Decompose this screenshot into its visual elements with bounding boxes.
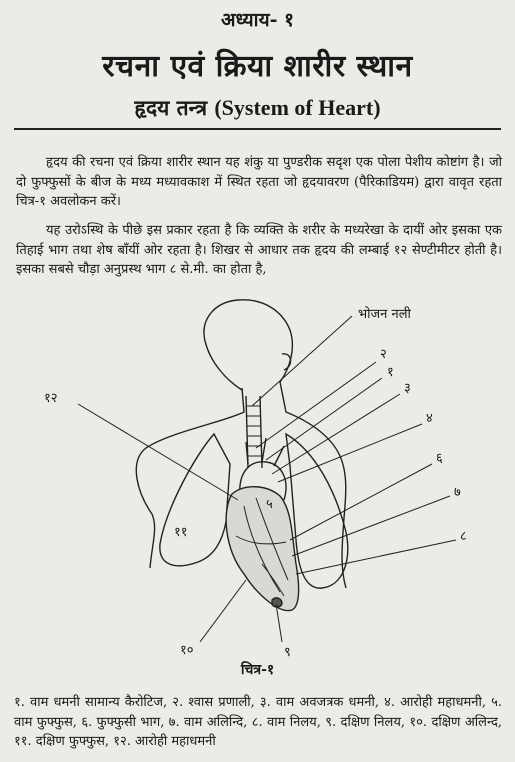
trachea	[246, 396, 262, 468]
trachea-rings	[246, 406, 262, 456]
label-8: ८	[460, 529, 467, 544]
label-9: ९	[284, 645, 291, 658]
right-lung-outline	[160, 434, 230, 566]
label-1: १	[387, 365, 394, 380]
page-title: रचना एवं क्रिया शारीर स्थान	[102, 49, 413, 84]
paragraph-2: यह उरोऽस्थि के पीछे इस प्रकार रहता है कि व्यक्ति के शरीर के मध्यरेखा के दायीं ओर इसका एक तिहाई भाग तथा शेष बाँयीं ओर रहता है। शिखर से आधार तक हृदय की लम्बाई १२ सेण्टीमीटर होती है। इसका सबसे चौड़ा अनुप्रस्थ भाग ८ से.मी. का होता है,	[16, 223, 502, 277]
section-title-english: (System of Heart)	[214, 95, 381, 120]
heart-apex	[272, 598, 282, 607]
label-12: १२	[44, 391, 58, 406]
section-title	[0, 94, 515, 122]
label-3: ३	[404, 381, 411, 396]
label-11: ११	[174, 525, 188, 540]
chapter-heading: अध्याय- १	[220, 9, 294, 31]
label-2: २	[380, 347, 387, 362]
label-7: ७	[454, 485, 461, 500]
figure-legend: १. वाम धमनी सामान्य कैरोटिज, २. श्वास प्रणाली, ३. वाम अवजत्रक धमनी, ४. आरोही महाधमनी, ५. वाम फुफ्फुस, ६. फुफ्फुसी भाग, ७. वाम अलिन्दि, ८. वाम निलय, ९. दक्षिण निलय, १०. दक्षिण अलिन्द, ११. दक्षिण फुफ्फुस, १२. आरोही महाधमनी	[14, 695, 502, 749]
title-divider	[14, 128, 501, 130]
section-title-hindi: हृदय तन्त्र	[134, 95, 208, 120]
label-10: १०	[180, 643, 194, 658]
paragraph-1: हृदय की रचना एवं क्रिया शारीर स्थान यह शंकु या पुण्डरीक सदृश एक पोला पेशीय कोष्टांग है। जो दो फुफ्फुसों के बीज के मध्य मध्यावकाश में स्थित रहता जो हृदयावरण (पैरिकाडियम) द्वारा वावृत रहता चित्र-१ अवलोकन करें।	[16, 155, 502, 209]
label-5: ५	[266, 497, 273, 512]
head-outline	[204, 300, 292, 392]
label-food-pipe: भोजन नली	[358, 307, 411, 322]
figure-caption: चित्र-१	[240, 662, 275, 678]
label-6: ६	[436, 451, 443, 466]
label-4: ४	[426, 411, 433, 426]
heart-diagram	[0, 296, 515, 658]
